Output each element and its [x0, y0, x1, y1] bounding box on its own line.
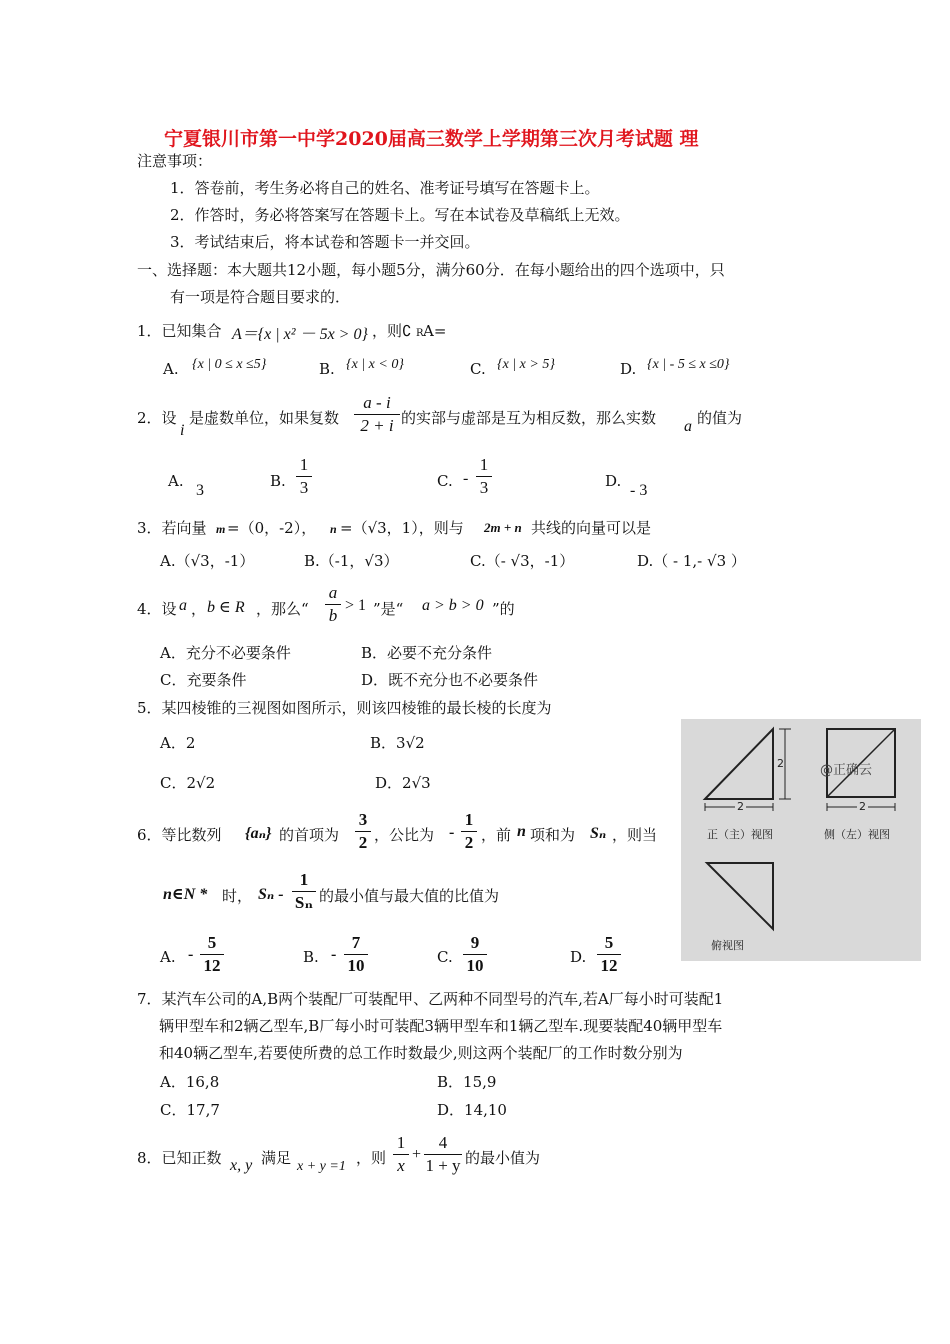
q2-option-a: 3	[196, 482, 204, 499]
q6-stem-d: ，前	[481, 826, 512, 844]
q1-stem-b: ，则∁	[372, 322, 412, 340]
q3-expr: 2m + n	[484, 520, 522, 535]
q6-expr-fraction: 1 Sₙ	[292, 870, 316, 913]
q2-i: i	[180, 422, 185, 439]
q4-option-b: B．必要不充分条件	[361, 644, 493, 662]
q6-first-term: 3 2	[355, 810, 371, 853]
q6-option-a: 5 12	[200, 933, 224, 976]
q8-stem-b: 满足	[261, 1149, 292, 1167]
dim-front-width: 2	[737, 800, 744, 813]
q7-line3: 和40辆乙型车,若要使所费的总工作时数最少,则这两个装配厂的工作时数分别为	[159, 1044, 683, 1062]
q2-option-d: - 3	[630, 482, 648, 499]
q8-cond: x + y =1	[297, 1159, 346, 1174]
q6-option-a-sign: -	[188, 946, 194, 963]
q6-option-d-label: D.	[570, 948, 587, 966]
q5-option-b: B．3√2	[370, 734, 425, 752]
q2-option-c: 1 3	[476, 455, 492, 498]
q6-stem-b: 的首项为	[279, 826, 340, 844]
q3-option-c: C.（- √3，-1）	[470, 552, 575, 570]
q6-line2-c: 的最小值与最大值的比值为	[319, 887, 500, 905]
q6-option-c-label: C.	[437, 948, 453, 966]
q4-var-a: a	[179, 597, 187, 614]
q6-ratio: 1 2	[461, 810, 477, 853]
q4-b-in-r: b ∈ R	[207, 599, 245, 616]
q8-vars: x, y	[230, 1157, 253, 1174]
q6-option-d: 5 12	[597, 933, 621, 976]
dim-front-height: 2	[777, 757, 784, 770]
q2-option-d-label: D.	[605, 472, 622, 490]
q7-option-c: C．17,7	[160, 1101, 220, 1119]
page-title: 宁夏银川市第一中学2020届高三数学上学期第三次月考试题 理	[164, 128, 699, 150]
section-heading-line1: 一、选择题：本大题共12小题，每小题5分，满分60分．在每小题给出的四个选项中，只	[137, 261, 725, 279]
q5-option-d: D．2√3	[375, 774, 431, 792]
q2-option-c-sign: -	[463, 470, 469, 487]
notice-item-3: 3．考试结束后，将本试卷和答题卡一并交回。	[170, 233, 480, 251]
q6-stem-c: ，公比为	[374, 826, 435, 844]
q2-stem-c: 的实部与虚部是互为相反数，那么实数	[401, 409, 657, 427]
q1-set: A＝{x | x² － 5x > 0}	[232, 326, 368, 343]
q6-n: n	[517, 823, 526, 840]
q7-option-a: A．16,8	[160, 1073, 220, 1091]
q4-stem-a: 4．设	[137, 600, 177, 618]
q8-stem-d: 的最小值为	[465, 1149, 541, 1167]
q6-line2-a: n∈N *	[163, 886, 208, 903]
q1-option-b-label: B.	[319, 360, 335, 378]
q6-line2-b: 时，	[222, 887, 253, 905]
q4-fraction: a b	[325, 583, 341, 626]
q3-stem-d: 共线的向量可以是	[531, 519, 652, 537]
q2-option-a-label: A.	[168, 472, 184, 490]
q4-stem-e: ”的	[492, 600, 515, 618]
q6-seq: {aₙ}	[245, 825, 272, 842]
q8-plus: +	[412, 1146, 422, 1163]
q4-gt1: > 1	[345, 597, 367, 614]
q2-option-c-label: C.	[437, 472, 453, 490]
q6-option-b-sign: -	[331, 946, 337, 963]
q1-option-d-label: D.	[620, 360, 637, 378]
q4-stem-d: ”是“	[373, 600, 404, 618]
q4-option-c: C．充要条件	[160, 671, 247, 689]
q6-option-c: 9 10	[463, 933, 487, 976]
q8-fraction-2: 4 1 + y	[425, 1133, 461, 1175]
q4-option-a: A．充分不必要条件	[160, 644, 291, 662]
watermark: @正确云	[820, 763, 873, 778]
dim-side-width: 2	[859, 800, 866, 813]
q3-option-a: A.（√3，-1）	[160, 552, 255, 570]
q2-option-b-label: B.	[270, 472, 286, 490]
notice-item-2: 2．作答时，务必将答案写在答题卡上。写在本试卷及草稿纸上无效。	[170, 206, 630, 224]
q1-option-b: {x | x < 0}	[346, 357, 404, 372]
q3-stem-a: 3．若向量	[137, 519, 207, 537]
section-heading-line2: 有一项是符合题目要求的．	[170, 288, 351, 306]
q1-option-a-label: A.	[163, 360, 179, 378]
q4-option-d: D．既不充分也不必要条件	[361, 671, 539, 689]
q3-option-d: D.（ - 1,- √3 ）	[637, 552, 746, 570]
q7-line2: 辆甲型车和2辆乙型车,B厂每小时可装配3辆甲型车和1辆乙型车.现要装配40辆甲型车	[159, 1017, 723, 1035]
q3-stem-c: =（√3，1），则与	[340, 519, 464, 537]
q1-stem-sub: R	[416, 328, 424, 339]
three-view-figure	[681, 719, 921, 961]
q6-sn: Sₙ	[590, 825, 607, 842]
q2-denominator: 2 + i	[360, 416, 394, 435]
q4-stem-c: ，那么“	[256, 600, 309, 618]
q6-expr-a: Sₙ -	[258, 886, 284, 903]
q6-option-a-label: A.	[160, 948, 176, 966]
q2-option-b: 1 3	[296, 455, 312, 498]
q6-stem-f: ，则当	[612, 826, 658, 844]
q7-option-b: B．15,9	[437, 1073, 497, 1091]
q3-vector-m: m	[216, 522, 226, 536]
notice-heading: 注意事项：	[137, 152, 213, 170]
front-view-label: 正（主）视图	[707, 828, 773, 841]
q5-option-a: A．2	[160, 734, 196, 752]
q1-option-a: {x | 0 ≤ x ≤5}	[192, 357, 267, 372]
q7-line1: 7．某汽车公司的A,B两个装配厂可装配甲、乙两种不同型号的汽车,若A厂每小时可装配1	[137, 990, 724, 1008]
q2-var: a	[684, 418, 692, 435]
q1-stem-c: A=	[423, 322, 447, 340]
q8-stem-a: 8．已知正数	[137, 1149, 222, 1167]
q2-stem-b: 是虚数单位，如果复数	[189, 409, 340, 427]
q1-option-d: {x | - 5 ≤ x ≤0}	[647, 357, 730, 372]
q2-stem-d: 的值为	[697, 409, 743, 427]
q5-stem: 5．某四棱锥的三视图如图所示，则该四棱锥的最长棱的长度为	[137, 699, 552, 717]
q1-stem-a: 1．已知集合	[137, 322, 222, 340]
q8-fraction-1: 1 x	[393, 1133, 409, 1176]
q2-stem-a: 2．设	[137, 409, 177, 427]
q6-stem-e: 项和为	[530, 826, 576, 844]
q6-option-b-label: B.	[303, 948, 319, 966]
q3-vector-n: n	[330, 522, 337, 536]
q8-stem-c: ，则	[356, 1149, 387, 1167]
q4-stem-b: ，	[191, 600, 207, 618]
q6-stem-a: 6．等比数列	[137, 826, 222, 844]
q6-ratio-sign: -	[449, 824, 455, 841]
q1-option-c: {x | x > 5}	[497, 357, 555, 372]
q7-option-d: D．14,10	[437, 1101, 507, 1119]
side-view-label: 侧（左）视图	[824, 828, 890, 841]
q5-option-c: C．2√2	[160, 774, 216, 792]
q6-option-b: 7 10	[344, 933, 368, 976]
q2-fraction	[354, 393, 400, 436]
notice-item-1: 1．答卷前，考生务必将自己的姓名、准考证号填写在答题卡上。	[170, 179, 600, 197]
q4-cond: a > b > 0	[422, 597, 484, 614]
q3-stem-b: =（0，-2），	[227, 519, 317, 537]
q3-option-b: B.（-1，√3）	[304, 552, 399, 570]
q1-option-c-label: C.	[470, 360, 486, 378]
q2-numerator: a - i	[363, 393, 391, 412]
top-view-label: 俯视图	[711, 939, 744, 952]
